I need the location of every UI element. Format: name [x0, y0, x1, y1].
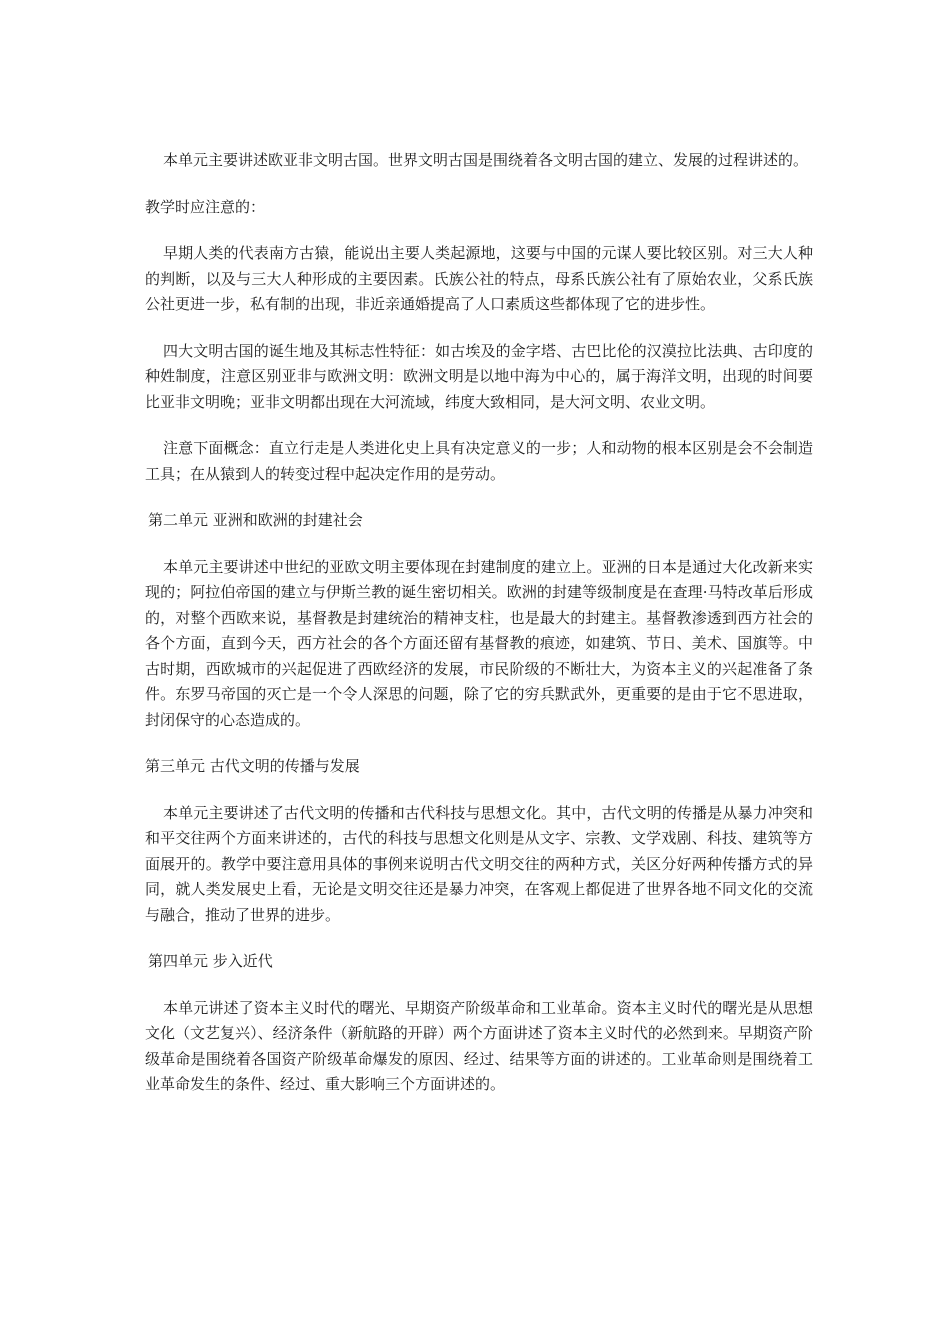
section-heading-unit4: 第四单元 步入近代 [148, 952, 273, 970]
document-body [145, 148, 813, 1119]
paragraph-unit1-intro: 本单元主要讲述欧亚非文明古国。世界文明古国是围绕着各文明古国的建立、发展的过程讲述的。 [163, 151, 809, 169]
paragraph-unit2-body: 本单元主要讲述中世纪的亚欧文明主要体现在封建制度的建立上。亚洲的日本是通过大化改新来实现的；阿拉伯帝国的建立与伊斯兰教的诞生密切相关。欧洲的封建等级制度是在查理·马特改革后形成的，对整个西欧来说，基督教是封建统治的精神支柱，也是最大的封建主。基督教渗透到西方社会的各个方面，直到今天，西方社会的各个方面还留有基督教的痕迹，如建筑、节日、美术、国旗等。中古时期，西欧城市的兴起促进了西欧经济的发展，市民阶级的不断壮大，为资本主义的兴起准备了条件。东罗马帝国的灭亡是一个令人深思的问题，除了它的穷兵默武外，更重要的是由于它不思进取，封闭保守的心态造成的。 [145, 557, 813, 729]
paragraph-four-civilizations: 四大文明古国的诞生地及其标志性特征：如古埃及的金字塔、古巴比伦的汉漠拉比法典、古印度的种姓制度，注意区别亚非与欧洲文明：欧洲文明是以地中海为中心的，属于海洋文明，出现的时间要比亚非文明晚；亚非文明都出现在大河流域，纬度大致相同，是大河文明、农业文明。 [145, 341, 813, 411]
paragraph-early-humans: 早期人类的代表南方古猿，能说出主要人类起源地，这要与中国的元谋人要比较区别。对三大人种的判断，以及与三大人种形成的主要因素。氏族公社的特点，母系氏族公社有了原始农业，父系氏族公社更进一步，私有制的出现，非近亲通婚提高了人口素质这些都体现了它的进步性。 [145, 244, 813, 313]
paragraph-unit4-body: 本单元讲述了资本主义时代的曙光、早期资产阶级革命和工业革命。资本主义时代的曙光是从思想文化（文艺复兴）、经济条件（新航路的开辟）两个方面讲述了资本主义时代的必然到来。早期资产阶级革命是围绕着各国资产阶级革命爆发的原因、经过、结果等方面的讲述的。工业革命则是围绕着工业革命发生的条件、经过、重大影响三个方面讲述的。 [145, 998, 813, 1093]
paragraph-unit3-body: 本单元主要讲述了古代文明的传播和古代科技与思想文化。其中，古代文明的传播是从暴力冲突和和平交往两个方面来讲述的，古代的科技与思想文化则是从文字、宗教、文学戏剧、科技、建筑等方面展开的。教学中要注意用具体的事例来说明古代文明交往的两种方式，关区分好两种传播方式的异同，就人类发展史上看，无论是文明交往还是暴力冲突，在客观上都促进了世界各地不同文化的交流与融合，推动了世界的进步。 [145, 803, 813, 924]
paragraph-concepts: 注意下面概念：直立行走是人类进化史上具有决定意义的一步；人和动物的根本区别是会不会制造工具；在从猿到人的转变过程中起决定作用的是劳动。 [145, 439, 813, 483]
section-heading-unit3: 第三单元 古代文明的传播与发展 [145, 757, 360, 775]
paragraph-teaching-notes-heading: 教学时应注意的： [145, 197, 266, 216]
section-heading-unit2: 第二单元 亚洲和欧洲的封建社会 [148, 511, 363, 529]
